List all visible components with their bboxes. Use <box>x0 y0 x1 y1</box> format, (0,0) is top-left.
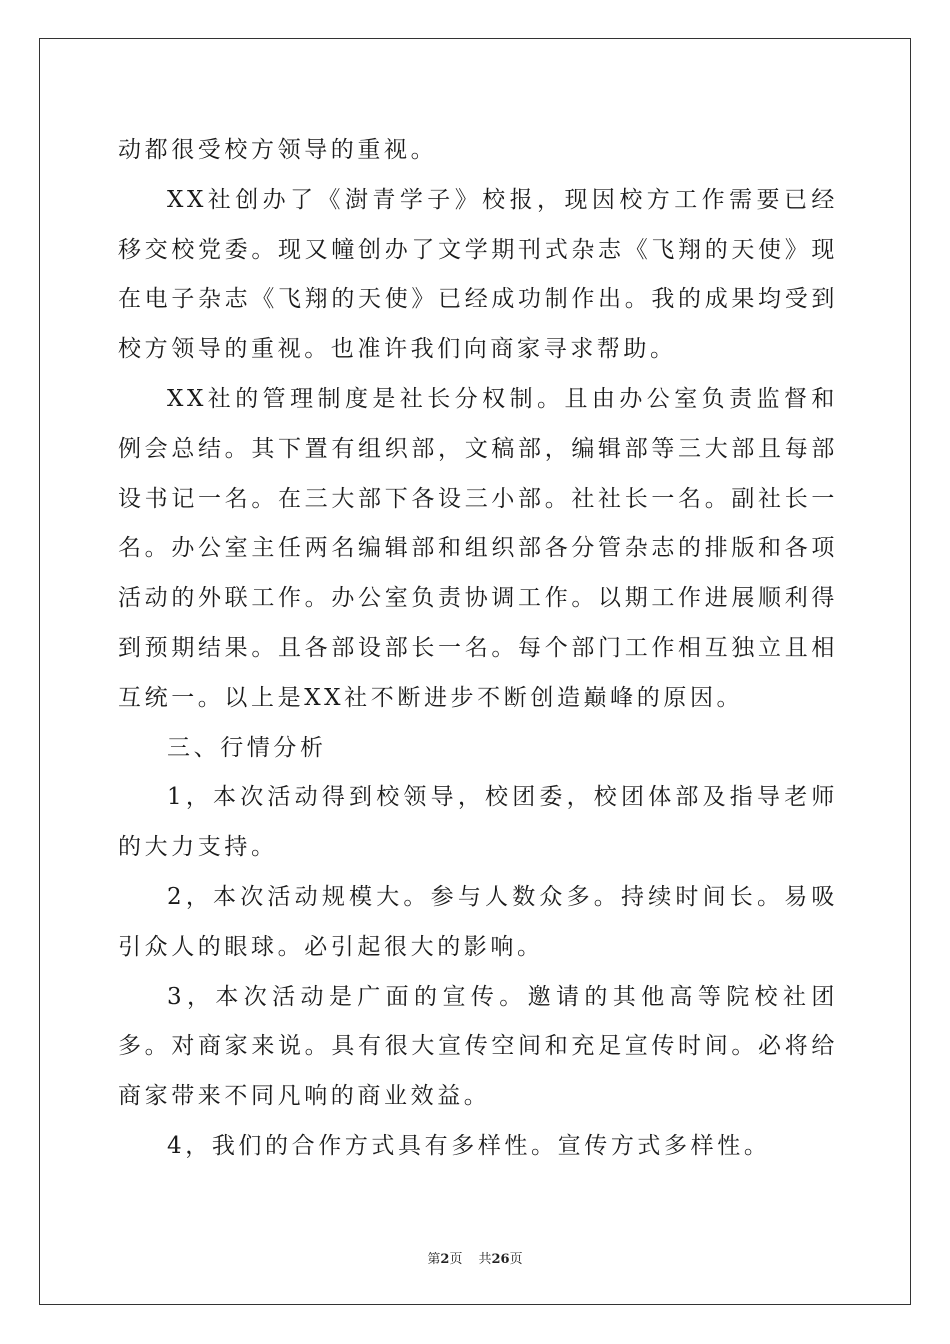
page-prefix: 第 <box>427 1252 441 1267</box>
section-heading: 三、行情分析 <box>167 734 327 761</box>
paragraph: 动都很受校方领导的重视。 <box>118 137 438 163</box>
total-prefix: 共 <box>478 1252 492 1267</box>
page-footer <box>0 1248 950 1267</box>
page-suffix: 页 <box>449 1252 463 1267</box>
document-body <box>118 126 838 1172</box>
total-suffix: 页 <box>509 1252 523 1267</box>
page-number: 2 <box>440 1252 450 1267</box>
list-item: 4，我们的合作方式具有多样性。宣传方式多样性。 <box>167 1132 771 1159</box>
list-item: 2，本次活动规模大。参与人数众多。持续时间长。易吸引众人的眼球。必引起很大的影响。 <box>118 883 838 960</box>
paragraph: XX社创办了《澍青学子》校报，现因校方工作需要已经移交校党委。现又幢创办了文学期刊式杂志《飞翔的天使》现在电子杂志《飞翔的天使》已经成功制作出。我的成果均受到校方领导的重视。也准许我们向商家寻求帮助。 <box>118 186 838 363</box>
paragraph: XX社的管理制度是社长分权制。且由办公室负责监督和例会总结。其下置有组织部，文稿部，编辑部等三大部且每部设书记一名。在三大部下各设三小部。社社长一名。副社长一名。办公室主任两名编辑部和组织部各分管杂志的排版和各项活动的外联工作。办公室负责协调工作。以期工作进展顺利得到预期结果。且各部设部长一名。每个部门工作相互独立且相互统一。以上是XX社不断进步不断创造巅峰的原因。 <box>118 385 838 711</box>
list-item: 1，本次活动得到校领导，校团委，校团体部及指导老师的大力支持。 <box>118 784 838 861</box>
total-pages: 26 <box>491 1252 510 1267</box>
list-item: 3，本次活动是广面的宣传。邀请的其他高等院校社团多。对商家来说。具有很大宣传空间和充足宣传时间。必将给商家带来不同凡响的商业效益。 <box>118 983 838 1110</box>
